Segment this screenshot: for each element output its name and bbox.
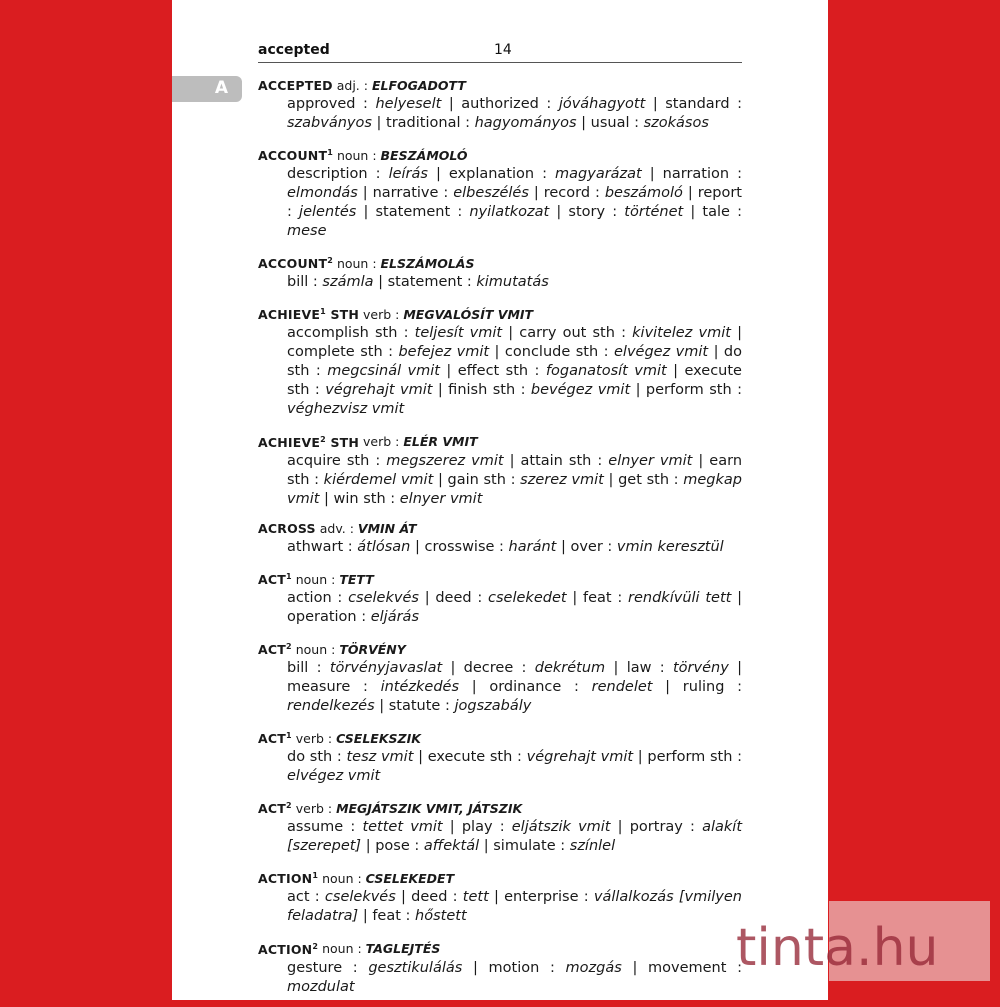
synonym-list: approved : helyeselt | authorized : jóváhagyott | standard : szabványos | traditional : hagyományos | usual : szokásos [287, 96, 742, 131]
dictionary-entry [258, 76, 742, 133]
headword-translation: VMIN ÁT [357, 520, 417, 536]
page-number: 14 [494, 42, 512, 58]
entry-head [258, 796, 742, 818]
headword: ACT$^2$ [258, 641, 292, 657]
synonym-translation: rendelkezés [287, 697, 375, 714]
synonym-translation: mese [287, 223, 327, 240]
synonym-translation: cselekedet [488, 589, 567, 606]
part-of-speech: noun : [291, 641, 340, 657]
synonym-translation: törvény [672, 659, 729, 676]
sense-number: 2 [285, 801, 292, 811]
dictionary-entry [258, 251, 742, 292]
headword: ACCOUNT$^1$ [258, 148, 333, 164]
entry-head [258, 251, 742, 273]
headword: ACHIEVE$^2$ STH [258, 434, 360, 450]
synonym-translation: beszámoló [604, 185, 683, 202]
headword-translation: TAGLEJTÉS [365, 941, 441, 957]
synonym-translation: kiérdemel vmit [323, 471, 434, 488]
synonym-translation: számla [322, 274, 374, 291]
part-of-speech: adj. : [332, 78, 372, 93]
synonym-translation: elnyer vmit [608, 452, 693, 469]
headword: ACT$^1$ [258, 730, 292, 747]
part-of-speech: noun : [318, 941, 366, 957]
letter-index-label: A [214, 78, 228, 98]
synonym-translation: elmondás [287, 185, 358, 202]
headword-translation: BESZÁMOLÓ [380, 148, 468, 164]
synonym-list: bill : számla | statement : kimutatás [287, 274, 549, 291]
sense-number: 1 [285, 730, 292, 740]
synonym-translation: elvégez vmit [287, 768, 381, 785]
synonym-list: accomplish sth : teljesít vmit | carry out sth : kivitelez vmit | complete sth : befejez vmit | conclude sth : elvégez vmit | do sth : megcsinál vmit | effect sth : foganatosít vmit | execute sth : végrehajt vmit | finish sth : bevégez vmit | perform sth : véghezvisz vmit [287, 325, 742, 418]
synonym-translation: jogszabály [454, 697, 532, 714]
entry-head [258, 143, 742, 165]
headword-translation: CSELEKSZIK [336, 731, 421, 747]
headword-translation: TETT [339, 571, 374, 587]
running-head [258, 42, 742, 63]
synonym-translation: rendkívüli tett [628, 589, 732, 606]
synonym-translation: gesztikulálás [368, 959, 463, 976]
entry-head [258, 76, 742, 95]
synonym-translation: tesz vmit [346, 749, 414, 766]
synonym-list: do sth : tesz vmit | execute sth : végrehajt vmit | perform sth : elvégez vmit [287, 749, 743, 785]
synonym-list: athwart : átlósan | crosswise : haránt | over : vmin keresztül [287, 538, 724, 555]
synonym-translation: szokásos [643, 115, 709, 131]
headword: ACT$^1$ [258, 571, 292, 587]
synonym-translation: megszerez vmit [386, 452, 504, 469]
headword-translation: ELÉR VMIT [403, 434, 478, 450]
synonym-translation: affektál [423, 838, 480, 855]
sense-number: 1 [327, 148, 333, 157]
part-of-speech: adv. : [315, 520, 358, 536]
sense-number: 2 [320, 434, 326, 444]
synonym-translation: eljárás [370, 608, 419, 625]
dictionary-entry [258, 519, 742, 557]
watermark-logo: tinta.hu [736, 918, 939, 978]
synonym-translation: cselekvés [324, 889, 396, 906]
synonym-list: action : cselekvés | deed : cselekedet | feat : rendkívüli tett | operation : eljárás [287, 589, 742, 625]
headword: ACROSS [258, 520, 316, 536]
synonym-translation: végrehajt vmit [325, 382, 433, 399]
synonym-translation: teljesít vmit [414, 325, 503, 342]
headword-translation: ELSZÁMOLÁS [380, 256, 475, 272]
letter-index-tab[interactable] [172, 76, 242, 102]
synonym-translation: elbeszélés [453, 185, 529, 202]
entry-head [258, 429, 742, 451]
headword-translation: CSELEKEDET [365, 871, 455, 887]
synonym-translation: megkap vmit [287, 471, 742, 507]
synonym-translation: tettet vmit [362, 819, 443, 836]
synonym-translation: tett [462, 889, 489, 906]
synonym-translation: helyeselt [375, 96, 442, 112]
synonym-translation: átlósan [357, 538, 411, 555]
headword: ACTION$^1$ [258, 871, 319, 887]
part-of-speech: noun : [291, 571, 340, 587]
sense-number: 2 [285, 641, 292, 651]
synonym-translation: történet [624, 204, 684, 221]
dictionary-page [172, 0, 828, 1000]
entry-head [258, 637, 742, 659]
part-of-speech: verb : [359, 307, 404, 323]
synonym-translation: véghezvisz vmit [287, 401, 405, 418]
synonym-translation: mozdulat [287, 978, 355, 995]
synonym-list: act : cselekvés | deed : tett | enterprise : vállalkozás [vmilyen feladatra] | feat : hőstett [287, 889, 742, 925]
synonym-translation: megcsinál vmit [327, 363, 440, 380]
headword: ACHIEVE$^1$ STH [258, 307, 360, 323]
synonym-list: bill : törvényjavaslat | decree : dekrétum | law : törvény | measure : intézkedés | ordinance : rendelet | ruling : rendelkezés | statute : jogszabály [287, 659, 742, 714]
synonym-translation: nyilatkozat [469, 204, 550, 221]
synonym-translation: bevégez vmit [530, 382, 631, 399]
synonym-translation: vállalkozás [vmilyen feladatra] [287, 889, 742, 925]
synonym-translation: magyarázat [555, 166, 642, 183]
synonym-translation: haránt [508, 538, 557, 555]
headword: ACCEPTED [258, 78, 333, 93]
dictionary-entry [258, 567, 742, 627]
synonym-translation: elnyer vmit [399, 490, 483, 507]
headword: ACT$^2$ [258, 801, 292, 817]
dictionary-entry [258, 429, 742, 508]
entry-head [258, 519, 742, 538]
sense-number: 2 [327, 256, 333, 266]
part-of-speech: verb : [291, 801, 337, 817]
entry-head [258, 302, 742, 324]
sense-number: 2 [312, 941, 319, 951]
headword-translation: MEGVALÓSÍT VMIT [403, 307, 534, 323]
synonym-translation: törvényjavaslat [329, 659, 443, 676]
synonym-translation: alakít [szerepet] [287, 819, 743, 855]
synonym-translation: eljátszik vmit [511, 819, 611, 836]
synonym-translation: intézkedés [380, 678, 459, 695]
headword: ACCOUNT$^2$ [258, 256, 333, 272]
entry-head [258, 936, 742, 958]
synonym-translation: színlel [569, 838, 616, 855]
dictionary-entry [258, 936, 742, 996]
synonym-translation: végrehajt vmit [526, 749, 634, 766]
headword-translation: TÖRVÉNY [339, 641, 406, 657]
dictionary-entry [258, 796, 742, 856]
synonym-translation: jelentés [299, 204, 357, 221]
headword-translation: ELFOGADOTT [371, 78, 466, 93]
running-headword: accepted [258, 42, 330, 58]
synonym-translation: cselekvés [348, 589, 419, 606]
synonym-translation: szerez vmit [520, 471, 604, 488]
synonym-translation: hagyományos [474, 115, 577, 131]
synonym-translation: szabványos [287, 115, 372, 131]
synonym-translation: dekrétum [534, 659, 606, 676]
part-of-speech: verb : [359, 434, 404, 450]
part-of-speech: verb : [291, 731, 337, 747]
synonym-translation: befejez vmit [398, 344, 490, 361]
part-of-speech: noun : [332, 256, 381, 272]
synonym-list: acquire sth : megszerez vmit | attain sth : elnyer vmit | earn sth : kiérdemel vmit | gain sth : szerez vmit | get sth : megkap vmit | win sth : elnyer vmit [287, 452, 743, 507]
dictionary-entry [258, 866, 742, 926]
headword: ACTION$^2$ [258, 941, 319, 957]
part-of-speech: noun : [332, 148, 381, 164]
synonym-translation: jóváhagyott [558, 96, 646, 112]
synonym-list: description : leírás | explanation : magyarázat | narration : elmondás | narrative : elbeszélés | record : beszámoló | report : jelentés | statement : nyilatkozat | story : történet | tale : mese [287, 166, 742, 240]
entry-head [258, 726, 742, 748]
synonym-translation: mozgás [565, 959, 622, 976]
headword-translation: MEGJÁTSZIK VMIT, JÁTSZIK [336, 801, 523, 817]
synonym-translation: rendelet [591, 678, 653, 695]
dictionary-entry [258, 302, 742, 419]
dictionary-entry [258, 637, 742, 716]
synonym-translation: leírás [388, 166, 428, 183]
dictionary-entry [258, 143, 742, 241]
part-of-speech: noun : [318, 871, 366, 887]
entry-list [258, 76, 742, 1007]
entry-head [258, 567, 742, 589]
synonym-translation: hőstett [415, 908, 467, 925]
synonym-list: assume : tettet vmit | play : eljátszik vmit | portray : alakít [szerepet] | pose : affektál | simulate : színlel [287, 819, 743, 855]
sense-number: 1 [285, 571, 292, 581]
synonym-translation: foganatosít vmit [545, 363, 667, 380]
entry-head [258, 866, 742, 888]
sense-number: 1 [320, 307, 326, 317]
synonym-translation: kivitelez vmit [632, 325, 731, 342]
sense-number: 1 [312, 871, 319, 881]
synonym-list: gesture : gesztikulálás | motion : mozgás | movement : mozdulat [287, 959, 742, 995]
synonym-translation: kimutatás [476, 274, 549, 291]
synonym-translation: elvégez vmit [614, 344, 709, 361]
synonym-translation: vmin keresztül [616, 538, 724, 555]
dictionary-entry [258, 726, 742, 786]
